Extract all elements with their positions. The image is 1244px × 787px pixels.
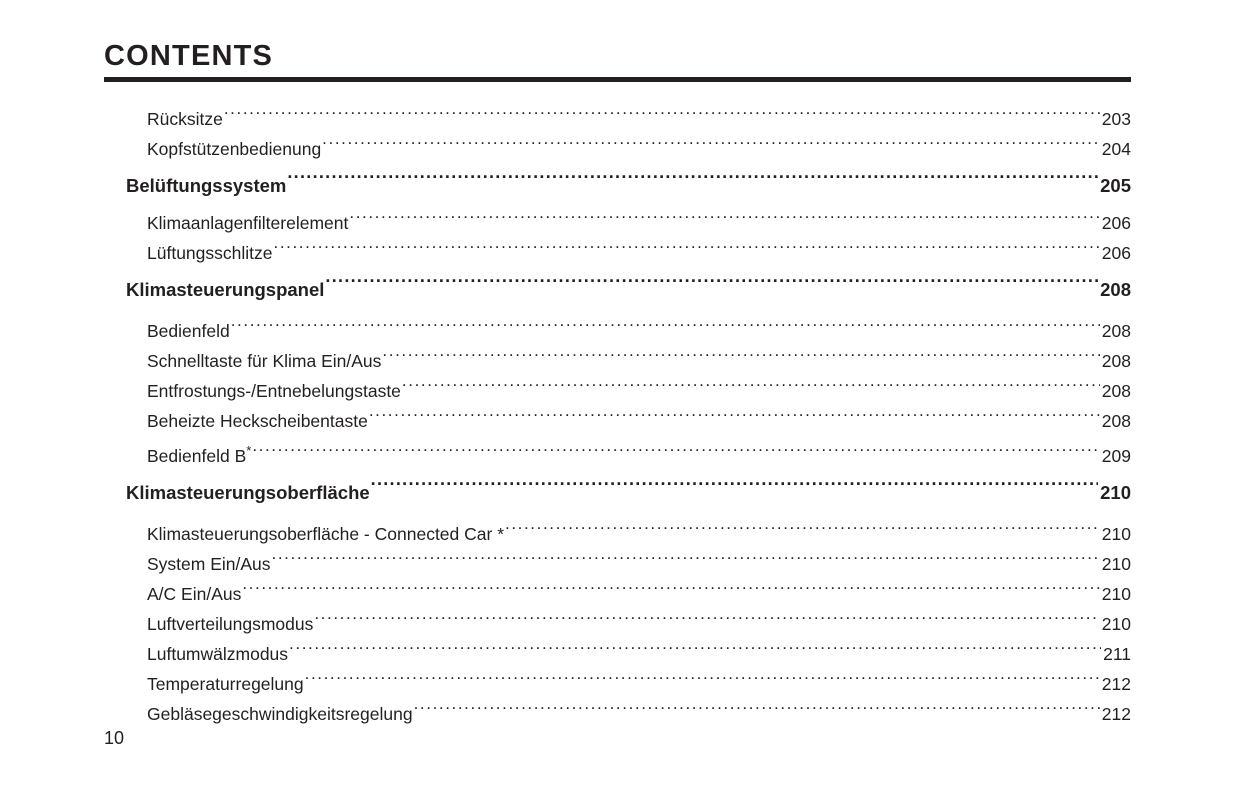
toc-leader-dots bbox=[242, 582, 1099, 600]
toc-entry-page: 210 bbox=[1100, 481, 1131, 503]
toc-entry[interactable] bbox=[104, 271, 1131, 309]
toc-leader-dots bbox=[231, 320, 1100, 338]
toc-leader-dots bbox=[414, 702, 1100, 720]
toc-entry-label: Beheizte Heckscheibentaste bbox=[147, 411, 368, 431]
toc-entry-label: Bedienfeld bbox=[147, 321, 230, 341]
toc-entry[interactable] bbox=[104, 316, 1131, 346]
toc-leader-dots bbox=[314, 612, 1099, 630]
toc-entry-page: 208 bbox=[1101, 411, 1131, 431]
toc-entry-page: 206 bbox=[1101, 213, 1131, 233]
toc-leader-dots bbox=[274, 242, 1100, 260]
toc-entry[interactable] bbox=[104, 238, 1131, 268]
toc-entry-label: Luftumwälzmodus bbox=[147, 643, 289, 664]
toc-entry[interactable] bbox=[104, 134, 1131, 164]
toc-entry[interactable] bbox=[104, 167, 1131, 205]
toc-leader-dots bbox=[325, 278, 1098, 297]
toc-entry-label: Temperaturregelung bbox=[147, 673, 304, 694]
toc-leader-dots bbox=[402, 380, 1100, 398]
toc-entry[interactable] bbox=[104, 208, 1131, 238]
toc-leader-dots bbox=[322, 138, 1100, 156]
page-number: 10 bbox=[104, 728, 125, 748]
toc-leader-dots bbox=[287, 174, 1098, 193]
toc-leader-dots bbox=[349, 212, 1099, 230]
toc-entry-page: 212 bbox=[1101, 673, 1131, 694]
toc-entry-label: Bedienfeld B* bbox=[147, 443, 252, 466]
toc-entry-label: Luftverteilungsmodus bbox=[147, 613, 314, 634]
toc-entry[interactable] bbox=[104, 579, 1131, 609]
toc-leader-dots bbox=[252, 444, 1099, 462]
toc-entry-page: 203 bbox=[1101, 109, 1131, 129]
toc-entry-page: 208 bbox=[1100, 279, 1131, 300]
toc-entry[interactable] bbox=[104, 104, 1131, 134]
toc-entry-label: Klimaanlagenfilterelement bbox=[147, 213, 349, 233]
toc-entry[interactable] bbox=[104, 669, 1131, 699]
toc-entry[interactable] bbox=[104, 406, 1131, 436]
toc-leader-dots bbox=[369, 410, 1100, 428]
toc-entry-page: 210 bbox=[1101, 613, 1131, 634]
row-spacer bbox=[104, 309, 1131, 316]
toc-entry-page: 209 bbox=[1101, 445, 1131, 466]
toc-entry-label: Belüftungssystem bbox=[126, 175, 287, 196]
toc-entry-label: Entfrostungs-/Entnebelungstaste bbox=[147, 381, 401, 401]
toc-entry-label: Kopfstützenbedienung bbox=[147, 139, 322, 159]
toc-entry-page: 208 bbox=[1101, 381, 1131, 401]
toc-entry[interactable] bbox=[104, 474, 1131, 512]
toc-entry-page: 206 bbox=[1101, 243, 1131, 263]
toc-leader-dots bbox=[505, 522, 1100, 540]
table-of-contents bbox=[104, 104, 1131, 729]
toc-entry-label: Rücksitze bbox=[147, 109, 223, 129]
toc-entry-page: 204 bbox=[1101, 139, 1131, 159]
toc-entry-label: A/C Ein/Aus bbox=[147, 583, 242, 604]
toc-entry-label: Klimasteuerungsoberfläche bbox=[126, 481, 370, 503]
toc-leader-dots bbox=[382, 350, 1099, 368]
toc-leader-dots bbox=[289, 642, 1101, 660]
toc-entry-page: 210 bbox=[1101, 553, 1131, 574]
row-spacer bbox=[104, 512, 1131, 519]
toc-entry[interactable] bbox=[104, 519, 1131, 549]
toc-leader-dots bbox=[305, 672, 1100, 690]
toc-entry-page: 208 bbox=[1101, 351, 1131, 371]
toc-leader-dots bbox=[272, 552, 1100, 570]
toc-entry-page: 208 bbox=[1101, 321, 1131, 341]
toc-leader-dots bbox=[224, 108, 1100, 126]
toc-entry-label: Klimasteuerungspanel bbox=[126, 279, 325, 300]
toc-entry[interactable] bbox=[104, 639, 1131, 669]
toc-entry[interactable] bbox=[104, 346, 1131, 376]
toc-entry-page: 205 bbox=[1100, 175, 1131, 196]
toc-entry[interactable] bbox=[104, 549, 1131, 579]
toc-entry[interactable] bbox=[104, 436, 1131, 471]
toc-entry-page: 210 bbox=[1101, 523, 1131, 544]
toc-leader-dots bbox=[371, 480, 1098, 499]
title-divider bbox=[104, 77, 1131, 82]
toc-entry[interactable] bbox=[104, 699, 1131, 729]
toc-entry-page: 210 bbox=[1101, 583, 1131, 604]
toc-entry-label: Klimasteuerungsoberfläche - Connected Car * bbox=[147, 523, 504, 544]
toc-entry-label: System Ein/Aus bbox=[147, 553, 271, 574]
toc-entry[interactable] bbox=[104, 609, 1131, 639]
page-title: CONTENTS bbox=[104, 40, 274, 72]
toc-entry-label: Lüftungsschlitze bbox=[147, 243, 273, 263]
toc-entry-page: 211 bbox=[1103, 643, 1131, 664]
toc-entry-label: Gebläsegeschwindigkeitsregelung bbox=[147, 703, 413, 724]
toc-entry-label: Schnelltaste für Klima Ein/Aus bbox=[147, 351, 382, 371]
toc-entry[interactable] bbox=[104, 376, 1131, 406]
toc-entry-page: 212 bbox=[1101, 703, 1131, 724]
